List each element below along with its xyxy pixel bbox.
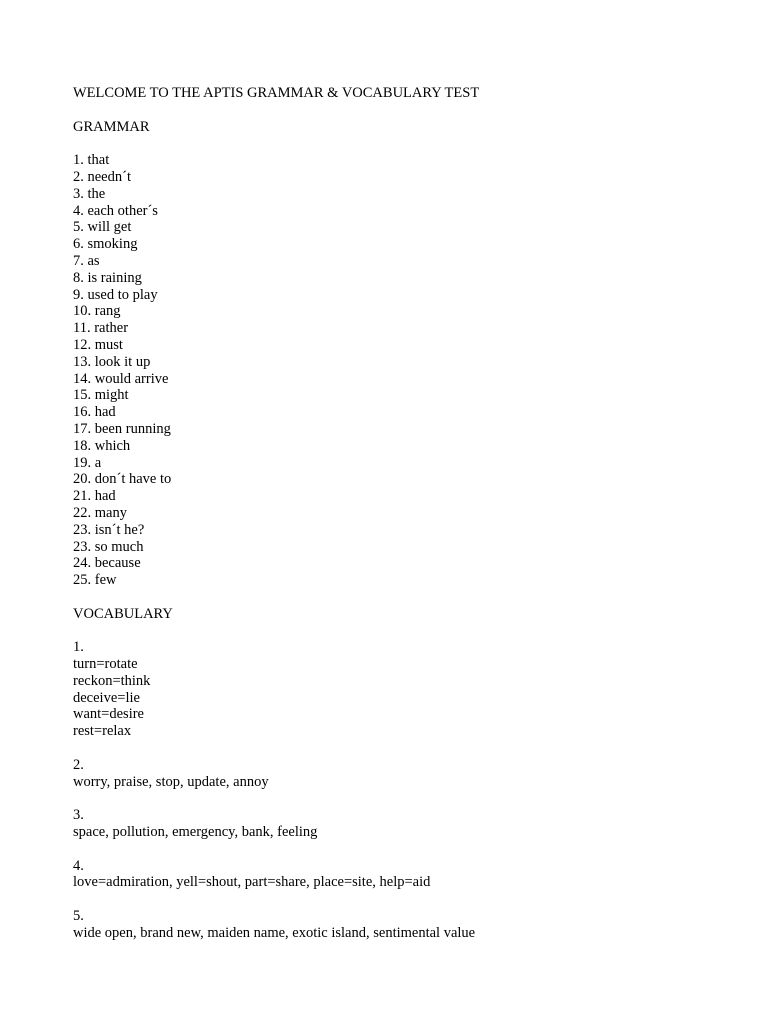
vocabulary-line: space, pollution, emergency, bank, feeling: [73, 824, 318, 841]
spacer: [73, 790, 733, 807]
vocabulary-section-2: [73, 757, 733, 791]
grammar-item: 7. as: [73, 252, 100, 269]
grammar-item: 5. will get: [73, 219, 132, 236]
vocabulary-section-4: [73, 858, 733, 892]
grammar-item: 14. would arrive: [73, 370, 169, 387]
grammar-item: 9. used to play: [73, 286, 158, 303]
grammar-item: 23. isn´t he?: [73, 521, 145, 538]
vocabulary-line: wide open, brand new, maiden name, exotic island, sentimental value: [73, 924, 476, 941]
vocabulary-line: deceive=lie: [73, 689, 140, 706]
grammar-item: 10. rang: [73, 303, 121, 320]
vocabulary-line: reckon=think: [73, 672, 151, 689]
grammar-item: 3. the: [73, 185, 106, 202]
spacer: [73, 841, 733, 858]
vocabulary-section-number: 5.: [73, 908, 84, 925]
vocabulary-section-number: 1.: [73, 639, 84, 656]
grammar-item: 21. had: [73, 488, 116, 505]
vocabulary-section-1: [73, 639, 733, 740]
grammar-item: 13. look it up: [73, 353, 151, 370]
vocabulary-line: worry, praise, stop, update, annoy: [73, 773, 269, 790]
grammar-item: 23. so much: [73, 538, 144, 555]
grammar-heading: GRAMMAR: [73, 118, 150, 135]
grammar-item: 15. might: [73, 387, 129, 404]
grammar-item: 6. smoking: [73, 236, 138, 253]
spacer: [73, 102, 733, 119]
grammar-item: 11. rather: [73, 320, 129, 337]
grammar-list: [73, 152, 733, 589]
vocabulary-section-number: 3.: [73, 807, 84, 824]
spacer: [73, 740, 733, 757]
document-title: WELCOME TO THE APTIS GRAMMAR & VOCABULARY TEST: [73, 85, 480, 101]
spacer: [73, 589, 733, 606]
grammar-item: 16. had: [73, 404, 116, 421]
grammar-item: 24. because: [73, 555, 141, 572]
grammar-item: 17. been running: [73, 420, 171, 437]
grammar-item: 1. that: [73, 152, 110, 169]
vocabulary-line: turn=rotate: [73, 656, 138, 673]
vocabulary-section-number: 4.: [73, 857, 84, 874]
grammar-item: 12. must: [73, 336, 123, 353]
vocabulary-section-5: [73, 908, 733, 942]
grammar-item: 4. each other´s: [73, 202, 158, 219]
vocabulary-heading: VOCABULARY: [73, 605, 173, 622]
grammar-item: 2. needn´t: [73, 168, 131, 185]
grammar-item: 8. is raining: [73, 269, 142, 286]
vocabulary-section-3: [73, 807, 733, 841]
spacer: [73, 891, 733, 908]
spacer: [73, 623, 733, 640]
grammar-item: 20. don´t have to: [73, 471, 172, 488]
grammar-item: 25. few: [73, 572, 117, 589]
vocabulary-line: want=desire: [73, 706, 144, 723]
grammar-item: 19. a: [73, 454, 102, 471]
grammar-item: 22. many: [73, 504, 127, 521]
vocabulary-section-number: 2.: [73, 756, 84, 773]
vocabulary-line: rest=relax: [73, 723, 132, 740]
vocabulary-line: love=admiration, yell=shout, part=share, place=site, help=aid: [73, 874, 431, 891]
spacer: [73, 135, 733, 152]
document-page: [73, 85, 733, 942]
grammar-item: 18. which: [73, 437, 131, 454]
